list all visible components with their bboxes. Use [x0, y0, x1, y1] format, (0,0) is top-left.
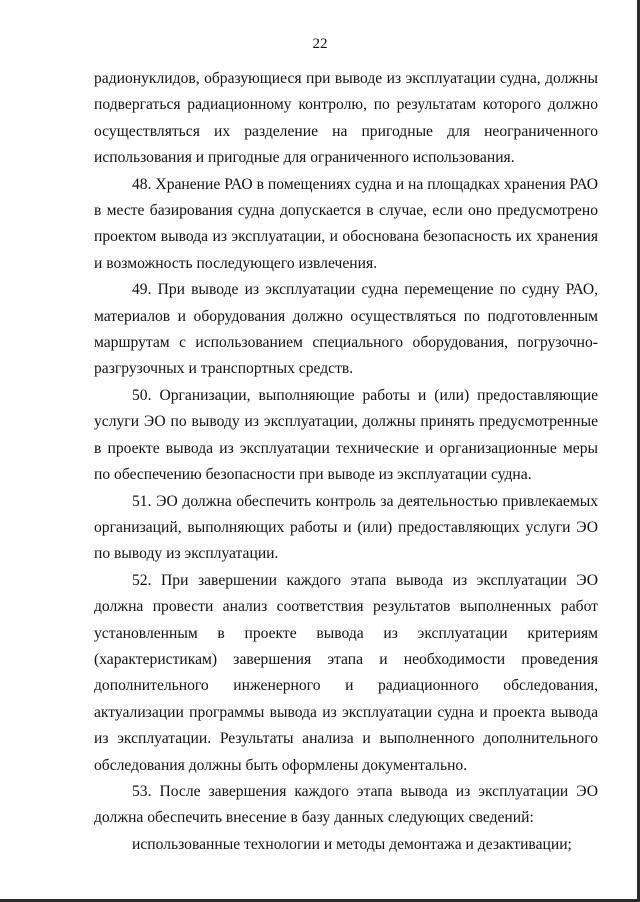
paragraph-50: 50. Организации, выполняющие работы и (или) предоставляющие услуги ЭО по выводу из эксплуатации, должны принять предусмотренные в проекте вывода из эксплуатации технические и организационные меры по обеспечению безопасности при выводе из эксплуатации судна.: [94, 386, 598, 484]
paragraph-continuation: радионуклидов, образующиеся при выводе из эксплуатации судна, должны подвергаться радиационному контролю, по результатам которого должно осуществляться их разделение на пригодные для неограниченного использования и пригодные для ограниченного использования.: [94, 70, 598, 167]
document-body: [94, 66, 598, 858]
paragraph-49: 49. При выводе из эксплуатации судна перемещение по судну РАО, материалов и оборудования должно осуществляться по подготовленным маршрутам с использованием специального оборудования, погрузочно-разгрузочных и транспортных средств.: [94, 281, 598, 378]
paragraph-51: 51. ЭО должна обеспечить контроль за деятельностью привлекаемых организаций, выполняющих работы и (или) предоставляющих услуги ЭО по выводу из эксплуатации.: [94, 492, 598, 563]
page-number: 22: [312, 36, 328, 52]
list-item: использованные технологии и методы демонтажа и дезактивации;: [132, 835, 572, 853]
paragraph-53: 53. После завершения каждого этапа вывода из эксплуатации ЭО должна обеспечить внесение в базу данных следующих сведений:: [94, 782, 598, 827]
paragraph-52: 52. При завершении каждого этапа вывода из эксплуатации ЭО должна провести анализ соответствия результатов выполненных работ установленным в проекте вывода из эксплуатации критериям (характеристикам) завершения этапа и необходимости проведения дополнительного инженерного и радиационного обследования, актуализации программы вывода из эксплуатации судна и проекта вывода из эксплуатации. Результаты анализа и выполненного дополнительного обследования должны быть оформлены документально.: [94, 571, 598, 774]
paragraph-48: 48. Хранение РАО в помещениях судна и на площадках хранения РАО в месте базирования судна допускается в случае, если оно предусмотрено проектом вывода из эксплуатации, и обоснована безопасность их хранения и возможность последующего извлечения.: [94, 175, 598, 272]
